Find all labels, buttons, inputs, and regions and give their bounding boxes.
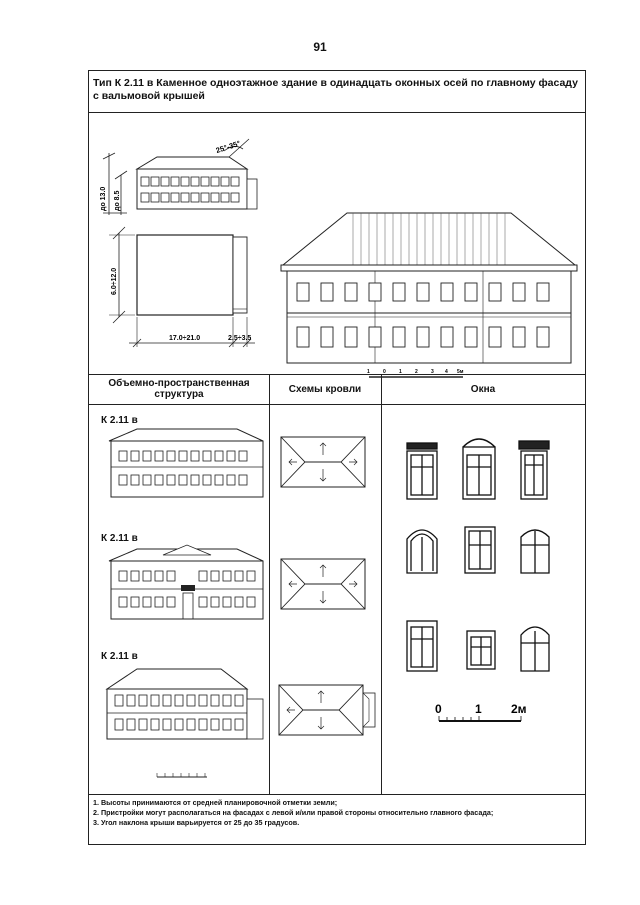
- notes: [89, 794, 585, 844]
- scale-tick-label: 5м: [457, 369, 464, 375]
- scale-one-label: 1: [475, 702, 482, 716]
- col-header-structure: Объемно-пространственная структура: [108, 378, 250, 400]
- scale-zero-label: 0: [435, 702, 442, 716]
- scale-tick-label: 2: [415, 369, 418, 375]
- scale-tick-label: 1: [399, 369, 402, 375]
- plan-drawing: [89, 225, 269, 365]
- page-number: 91: [313, 40, 327, 54]
- table-header-row: [89, 374, 585, 405]
- scale-tick-label: 1: [367, 369, 370, 375]
- windows-drawing: [385, 427, 585, 747]
- col-header-roof: Схемы кровли: [288, 383, 362, 395]
- top-figure: [89, 113, 585, 375]
- small-elevation-drawing: [89, 113, 269, 223]
- roof-scheme-drawing: [275, 681, 381, 745]
- sheet-title: Тип К 2.11 в Каменное одноэтажное здание в одинадцать оконных осей по главному фасаду с вальмовой крышей: [89, 71, 585, 113]
- column-divider: [269, 374, 270, 794]
- note-line: 3. Угол наклона крыши варьируется от 25 до 35 градусов.: [93, 818, 300, 827]
- scale-two-label: 2м: [511, 702, 527, 716]
- note-line: 2. Пристройки могут располагаться на фасадах с левой и/или правой стороны относительно главного фасада;: [93, 808, 494, 817]
- row-label: К 2.11 в: [101, 415, 138, 426]
- building-variant-drawing: [97, 545, 267, 629]
- building-variant-drawing: [97, 665, 267, 745]
- scale-bar-small: [155, 771, 215, 779]
- scale-tick-label: 3: [431, 369, 434, 375]
- width-label: 17.0÷21.0: [169, 335, 201, 342]
- roof-scheme-drawing: [277, 433, 373, 497]
- sheet-frame: [88, 70, 586, 845]
- column-divider: [381, 374, 382, 794]
- scale-tick-label: 4: [445, 369, 448, 375]
- col-header-windows: Окна: [470, 383, 496, 395]
- note-line: 1. Высоты принимаются от средней планировочной отметки земли;: [93, 798, 338, 807]
- scale-tick-label: 0: [383, 369, 386, 375]
- main-facade-drawing: [279, 165, 579, 385]
- row-label: К 2.11 в: [101, 533, 138, 544]
- annex-label: 2.5÷3.5: [228, 335, 252, 342]
- height-max-label: до 13.0: [100, 186, 107, 211]
- row-label: К 2.11 в: [101, 651, 138, 662]
- roof-angle-label: 25°-35°: [214, 138, 242, 156]
- depth-label: 6.0÷12.0: [111, 267, 118, 295]
- height-min-label: до 8.5: [114, 190, 121, 211]
- building-variant-drawing: [97, 427, 267, 507]
- roof-scheme-drawing: [277, 555, 373, 619]
